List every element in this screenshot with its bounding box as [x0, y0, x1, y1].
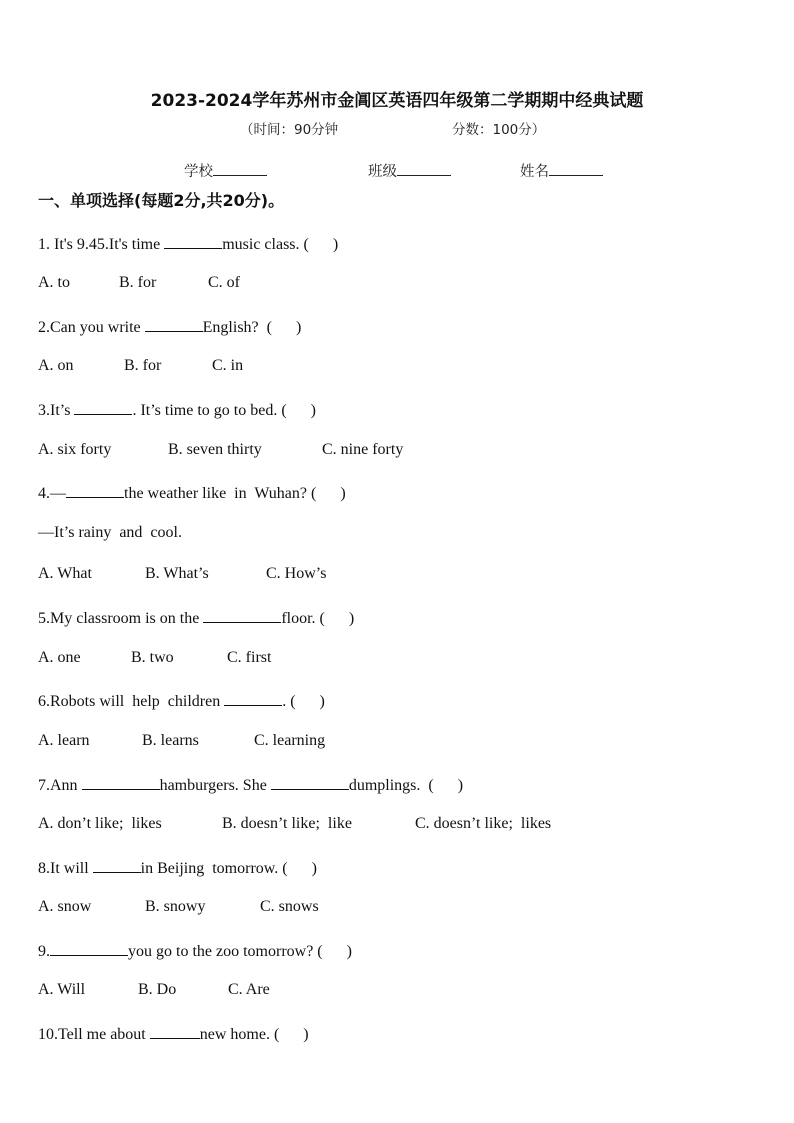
option-a[interactable]: A. don’t like; likes — [38, 815, 162, 832]
question-1: 1. It's 9.45.It's time music class. ( ) — [38, 233, 338, 254]
option-b[interactable]: B. learns — [142, 732, 199, 749]
answer-blank[interactable] — [271, 774, 349, 790]
option-a[interactable]: A. on — [38, 357, 74, 374]
answer-blank[interactable] — [203, 607, 281, 623]
option-a[interactable]: A. learn — [38, 732, 90, 749]
class-blank[interactable] — [397, 161, 451, 176]
answer-blank[interactable] — [150, 1023, 200, 1039]
option-b[interactable]: B. doesn’t like; like — [222, 815, 352, 832]
option-c[interactable]: C. nine forty — [322, 441, 404, 458]
name-label: 姓名 — [520, 164, 549, 180]
answer-blank[interactable] — [66, 482, 124, 498]
question-8: 8.It will in Beijing tomorrow. ( ) — [38, 857, 317, 878]
question-4-reply: —It’s rainy and cool. — [38, 524, 182, 541]
option-b[interactable]: B. seven thirty — [168, 441, 262, 458]
question-10: 10.Tell me about new home. ( ) — [38, 1023, 309, 1044]
option-b[interactable]: B. for — [124, 357, 162, 374]
answer-blank[interactable] — [224, 690, 282, 706]
school-blank[interactable] — [213, 161, 267, 176]
option-c[interactable]: C. doesn’t like; likes — [415, 815, 552, 832]
option-b[interactable]: B. What’s — [145, 565, 209, 582]
question-6: 6.Robots will help children . ( ) — [38, 690, 325, 711]
option-a[interactable]: A. six forty — [38, 441, 112, 458]
option-a[interactable]: A. What — [38, 565, 92, 582]
option-c[interactable]: C. snows — [260, 898, 319, 915]
section-heading: 一、单项选择(每题2分,共20分)。 — [38, 191, 285, 210]
class-label: 班级 — [368, 164, 397, 180]
question-4: 4.— the weather like in Wuhan? ( ) — [38, 482, 346, 503]
question-5-options — [38, 649, 271, 667]
answer-blank[interactable] — [50, 940, 128, 956]
option-b[interactable]: B. two — [131, 649, 174, 666]
question-4-options — [38, 565, 326, 583]
class-field[interactable] — [368, 160, 451, 181]
answer-blank[interactable] — [93, 857, 141, 873]
page-title: 2023-2024学年苏州市金阊区英语四年级第二学期期中经典试题 — [150, 91, 644, 111]
question-2-options — [38, 357, 243, 375]
question-9-options — [38, 981, 270, 999]
option-a[interactable]: A. to — [38, 274, 70, 291]
question-3-options — [38, 441, 403, 459]
option-c[interactable]: C. Are — [228, 981, 270, 998]
question-5: 5.My classroom is on the floor. ( ) — [38, 607, 354, 628]
option-a[interactable]: A. Will — [38, 981, 86, 998]
option-c[interactable]: C. of — [208, 274, 240, 291]
name-field[interactable] — [520, 160, 603, 181]
answer-blank[interactable] — [145, 316, 203, 332]
exam-time: （时间：90分钟 — [240, 122, 339, 138]
school-label: 学校 — [184, 164, 213, 180]
option-c[interactable]: C. learning — [254, 732, 326, 749]
question-6-options — [38, 732, 325, 750]
question-7: 7.Ann hamburgers. She dumplings. ( ) — [38, 774, 463, 795]
exam-score: 分数：100分） — [452, 122, 546, 138]
question-7-options — [38, 815, 551, 833]
option-c[interactable]: C. first — [227, 649, 272, 666]
answer-blank[interactable] — [164, 233, 222, 249]
question-2: 2.Can you write English? ( ) — [38, 316, 301, 337]
question-8-options — [38, 898, 319, 916]
name-blank[interactable] — [549, 161, 603, 176]
question-1-options — [38, 274, 240, 292]
question-3: 3.It’s . It’s time to go to bed. ( ) — [38, 399, 316, 420]
option-a[interactable]: A. snow — [38, 898, 92, 915]
option-b[interactable]: B. for — [119, 274, 157, 291]
option-b[interactable]: B. Do — [138, 981, 177, 998]
answer-blank[interactable] — [82, 774, 160, 790]
option-b[interactable]: B. snowy — [145, 898, 206, 915]
school-field[interactable] — [184, 160, 267, 181]
option-c[interactable]: C. in — [212, 357, 244, 374]
question-9: 9. you go to the zoo tomorrow? ( ) — [38, 940, 352, 961]
option-a[interactable]: A. one — [38, 649, 81, 666]
option-c[interactable]: C. How’s — [266, 565, 327, 582]
answer-blank[interactable] — [74, 399, 132, 415]
